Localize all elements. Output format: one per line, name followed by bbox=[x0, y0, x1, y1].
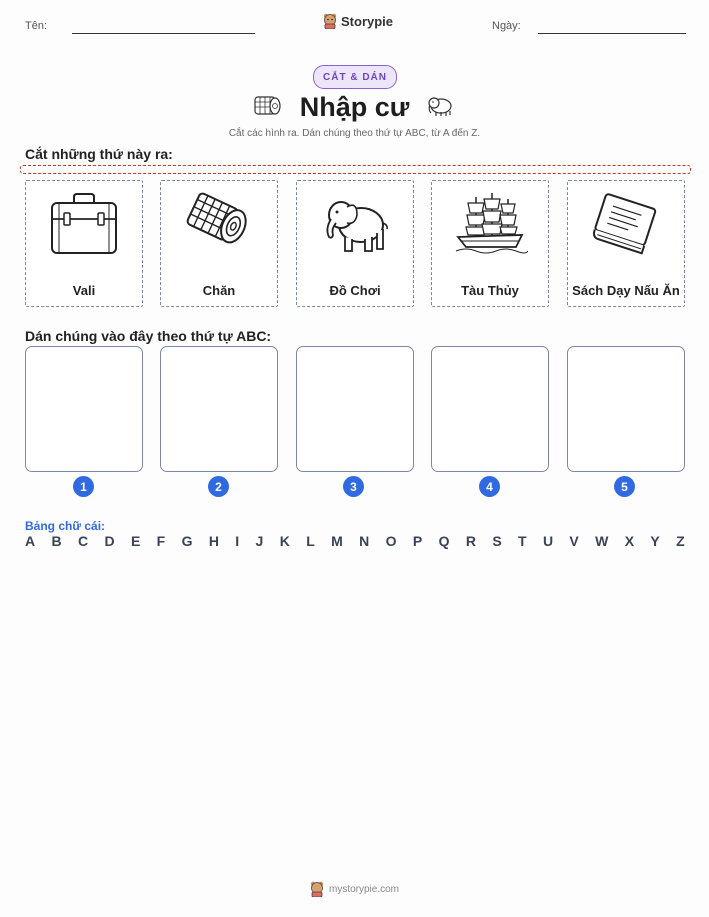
alphabet-letter: A bbox=[25, 533, 36, 549]
cookbook-icon bbox=[588, 189, 664, 259]
toy-elephant-icon bbox=[317, 189, 393, 259]
card-label: Sách Dạy Nấu Ăn bbox=[572, 283, 680, 298]
page-title: Nhập cư bbox=[299, 92, 410, 122]
footer bbox=[0, 881, 709, 897]
alphabet-letter: N bbox=[359, 533, 370, 549]
alphabet-letter: E bbox=[130, 533, 141, 549]
slot-number: 5 bbox=[614, 476, 635, 497]
blanket-roll-icon bbox=[181, 189, 257, 259]
alphabet-letter: Q bbox=[438, 533, 450, 549]
slot-number: 4 bbox=[479, 476, 500, 497]
slot-number: 1 bbox=[73, 476, 94, 497]
alphabet-letter: C bbox=[77, 533, 89, 549]
alphabet-title: Bảng chữ cái: bbox=[25, 519, 106, 533]
storypie-logo bbox=[323, 13, 393, 29]
storypie-bear-icon bbox=[323, 13, 337, 29]
elephant-icon bbox=[426, 94, 456, 118]
paste-slot-3[interactable] bbox=[296, 346, 414, 472]
alphabet-letter: S bbox=[492, 533, 502, 549]
cut-card-toy[interactable] bbox=[296, 180, 414, 307]
alphabet-letter: M bbox=[331, 533, 343, 549]
alphabet-letter: K bbox=[279, 533, 290, 549]
slot-number: 2 bbox=[208, 476, 229, 497]
alphabet-letter: G bbox=[181, 533, 193, 549]
alphabet-letter: U bbox=[542, 533, 554, 549]
alphabet-letter: R bbox=[465, 533, 476, 549]
alphabet-letter: T bbox=[518, 533, 527, 549]
ship-icon bbox=[452, 189, 528, 259]
alphabet-letter: H bbox=[208, 533, 219, 549]
cut-card-blanket[interactable] bbox=[160, 180, 278, 307]
logo-text: Storypie bbox=[341, 13, 394, 29]
alphabet-letter: P bbox=[412, 533, 423, 549]
paste-slot-4[interactable] bbox=[431, 346, 549, 472]
date-label: Ngày: bbox=[492, 20, 521, 32]
alphabet-letter: X bbox=[624, 533, 635, 549]
card-label: Tàu Thủy bbox=[461, 283, 519, 298]
cut-section-heading: Cắt những thứ này ra: bbox=[25, 146, 173, 162]
cut-card-ship[interactable] bbox=[431, 180, 549, 307]
card-label: Vali bbox=[72, 283, 96, 298]
alphabet-letter: Y bbox=[650, 533, 660, 549]
date-input-line[interactable] bbox=[538, 33, 686, 34]
name-input-line[interactable] bbox=[72, 33, 255, 34]
alphabet-letter: W bbox=[595, 533, 609, 549]
cut-guide-line bbox=[20, 165, 691, 174]
alphabet-letter: O bbox=[385, 533, 397, 549]
name-label: Tên: bbox=[25, 20, 48, 32]
paste-section-heading: Dán chúng vào đây theo thứ tự ABC: bbox=[25, 328, 272, 344]
paste-slot-2[interactable] bbox=[160, 346, 278, 472]
cut-and-paste-badge: CẮT & DÁN bbox=[313, 65, 397, 89]
card-label: Chăn bbox=[202, 283, 236, 298]
alphabet-letter: V bbox=[569, 533, 579, 549]
alphabet-letter: I bbox=[235, 533, 240, 549]
cut-card-cookbook[interactable] bbox=[567, 180, 685, 307]
paste-slot-5[interactable] bbox=[567, 346, 685, 472]
suitcase-icon bbox=[46, 189, 122, 259]
storypie-bear-icon bbox=[310, 881, 324, 897]
alphabet-letter: L bbox=[306, 533, 315, 549]
alphabet-letter: D bbox=[104, 533, 115, 549]
alphabet-letter: Z bbox=[676, 533, 685, 549]
footer-url[interactable]: mystorypie.com bbox=[328, 883, 399, 895]
alphabet-letter: F bbox=[156, 533, 166, 549]
card-label: Đồ Chơi bbox=[329, 283, 381, 298]
paste-slot-1[interactable] bbox=[25, 346, 143, 472]
slot-number: 3 bbox=[343, 476, 364, 497]
cut-card-suitcase[interactable] bbox=[25, 180, 143, 307]
alphabet-letter: B bbox=[51, 533, 62, 549]
instructions-text: Cắt các hình ra. Dán chúng theo thứ tự ABC, từ A đến Z. bbox=[228, 128, 481, 139]
alphabet-letter: J bbox=[255, 533, 264, 549]
alphabet-row bbox=[25, 533, 685, 549]
